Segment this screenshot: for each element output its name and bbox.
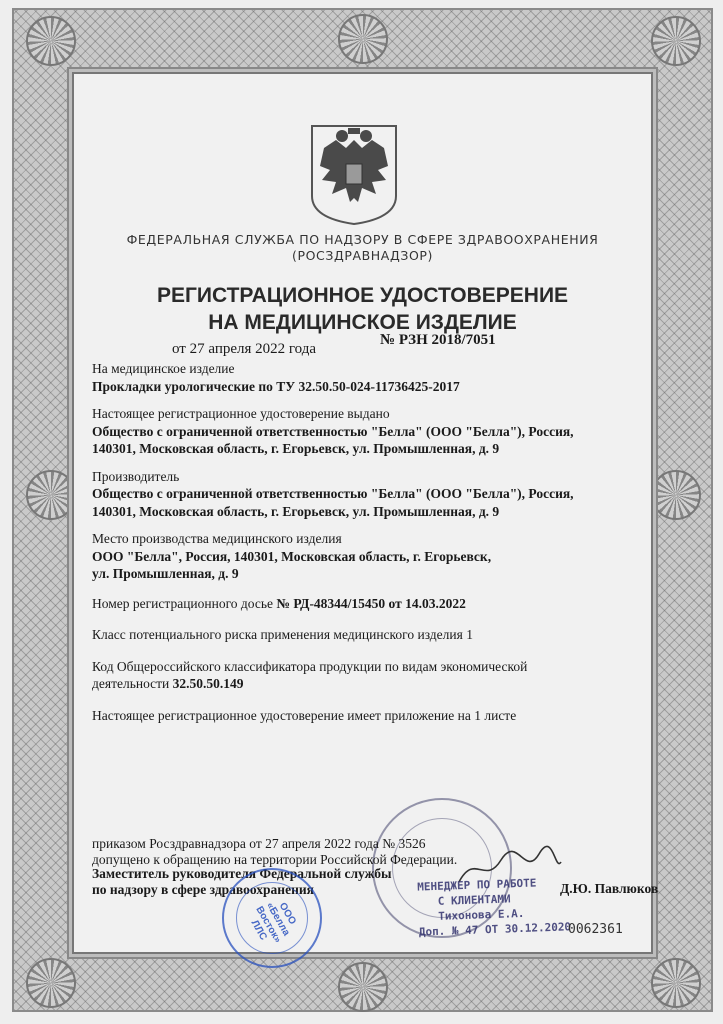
okpd-label-line-1: Код Общероссийского классификатора продукции по видам экономической [92, 658, 528, 674]
border-rosette-bottom [338, 962, 388, 1012]
issued-to-block [92, 405, 632, 458]
agency-abbr: (РОСЗДРАВНАДЗОР) [291, 248, 433, 263]
border-rosette-corner [26, 958, 76, 1008]
okpd-block [92, 658, 632, 693]
device-label: На медицинское изделие [92, 361, 235, 376]
dossier-block [92, 595, 632, 613]
border-rosette-corner [651, 958, 701, 1008]
title-line-2: НА МЕДИЦИНСКОЕ ИЗДЕЛИЕ [208, 311, 517, 334]
device-value: Прокладки урологические по ТУ 32.50.50-024-11736425-2017 [92, 378, 460, 394]
dossier-label: Номер регистрационного досье [92, 595, 274, 611]
risk-class-value: 1 [466, 627, 473, 642]
border-rosette-corner [26, 16, 76, 66]
device-block [92, 360, 632, 395]
signer-name: Д.Ю. Павлюков [560, 881, 659, 896]
registration-number: № РЗН 2018/7051 [380, 332, 496, 348]
risk-class-label: Класс потенциального риска применения медицинского изделия [92, 627, 463, 642]
border-rosette-corner [651, 16, 701, 66]
risk-class-block [92, 626, 632, 644]
title-line-1: РЕГИСТРАЦИОННОЕ УДОСТОВЕРЕНИЕ [156, 284, 569, 307]
coat-of-arms-emblem-icon [306, 118, 402, 226]
agency-name: ФЕДЕРАЛЬНАЯ СЛУЖБА ПО НАДЗОРУ В СФЕРЕ ЗДРАВООХРАНЕНИЯ [126, 232, 599, 247]
issued-to-value-line-1: Общество с ограниченной ответственностью "Белла" (ООО "Белла"), Россия, [92, 423, 574, 439]
certificate-body [92, 360, 632, 734]
issue-date: от 27 апреля 2022 года [172, 341, 317, 357]
manufacturer-value-line-2: 140301, Московская область, г. Егорьевск, ул. Промышленная, д. 9 [92, 503, 500, 519]
deputy-line-1: Заместитель руководителя Федеральной службы [92, 866, 392, 881]
serial-number: 0062361 [568, 922, 623, 937]
border-rosette-right [651, 470, 701, 520]
order-line-2: допущено к обращению на территории Российской Федерации. [92, 851, 458, 867]
appendix-note: Настоящее регистрационное удостоверение имеет приложение на 1 листе [92, 707, 517, 723]
issued-to-value-line-2: 140301, Московская область, г. Егорьевск, ул. Промышленная, д. 9 [92, 441, 500, 456]
border-rosette-left [26, 470, 76, 520]
production-site-value-line-2: ул. Промышленная, д. 9 [92, 566, 239, 581]
deputy-line-2: по надзору в сфере здравоохранения [92, 881, 314, 897]
order-line-1: приказом Росздравнадзора от 27 апреля 2022 года № 3526 [92, 836, 426, 851]
production-site-label: Место производства медицинского изделия [92, 531, 342, 546]
manufacturer-value-line-1: Общество с ограниченной ответственностью "Белла" (ООО "Белла"), Россия, [92, 486, 574, 501]
copy-stamp-line-4: Доп. № 47 ОТ 30.12.2020 [418, 920, 572, 939]
copy-stamp-line-3: Тихонова Е.А. [438, 906, 525, 923]
issued-to-label: Настоящее регистрационное удостоверение выдано [92, 406, 390, 421]
border-rosette-top [338, 14, 388, 64]
okpd-label-line-2: деятельности [92, 676, 170, 691]
manufacturer-block [92, 468, 632, 521]
order-note [92, 836, 512, 867]
production-site-block [92, 530, 632, 583]
agency-header [90, 232, 635, 264]
dossier-value: № РД-48344/15450 от 14.03.2022 [276, 595, 466, 611]
production-site-value-line-1: ООО "Белла", Россия, 140301, Московская область, г. Егорьевск, [92, 548, 492, 564]
copy-certification-stamp [417, 874, 572, 939]
company-stamp-text: ООО «Белла Восток» ЛЛС [248, 900, 298, 945]
okpd-value: 32.50.50.149 [172, 676, 244, 691]
manufacturer-label: Производитель [92, 468, 180, 484]
copy-stamp-line-1: МЕНЕДЖЕР ПО РАБОТЕ [417, 876, 537, 894]
copy-stamp-line-2: С КЛИЕНТАМИ [437, 892, 511, 908]
document-title [90, 282, 635, 336]
company-stamp [222, 868, 322, 968]
